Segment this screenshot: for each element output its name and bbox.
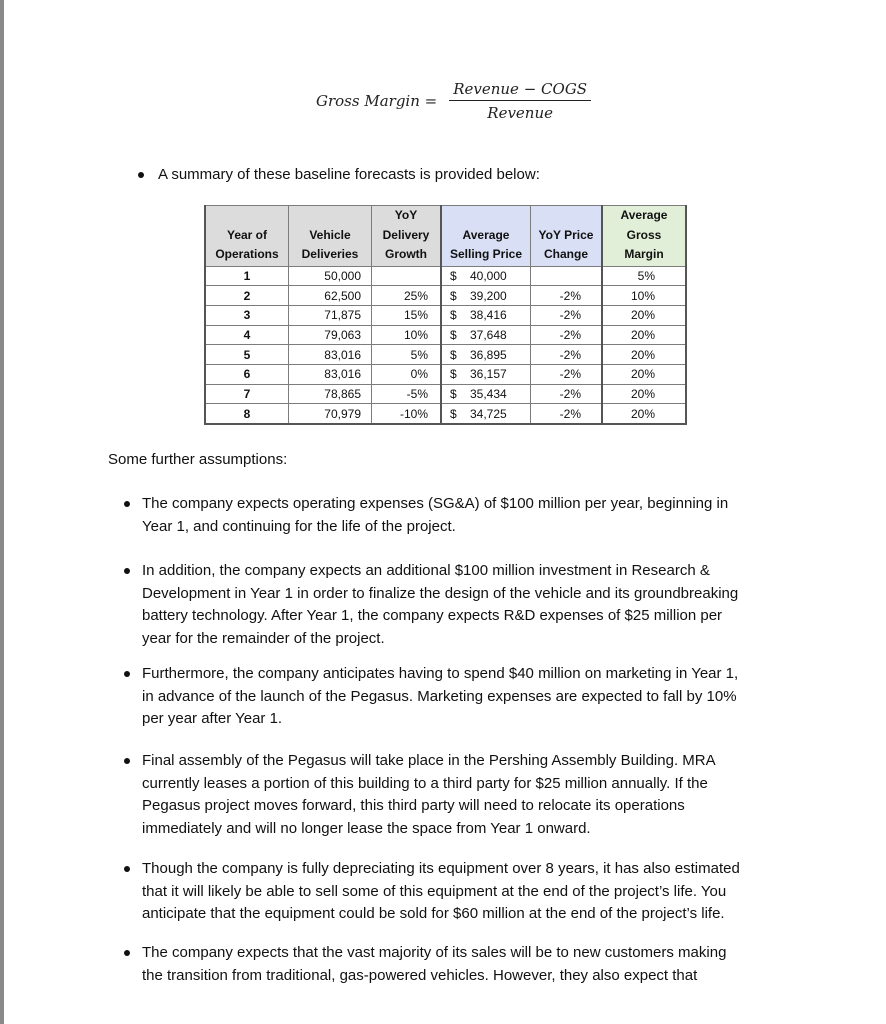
header-yoy-delivery-growth: YoY Delivery Growth <box>372 206 442 267</box>
cell-gross-margin: 20% <box>602 325 686 345</box>
assumption-equipment-salvage: Though the company is fully depreciating its equipment over 8 years, it has also estimated that it will likely be able to sell some of this equipment at the end of the project’s life. You anticipate that the equipment could be sold for $60 million at the end of the project’s life. <box>120 858 800 926</box>
cell-deliveries: 71,875 <box>289 305 372 325</box>
cell-deliveries: 62,500 <box>289 286 372 306</box>
further-assumptions-heading: Some further assumptions: <box>108 451 288 468</box>
bullet-dot <box>124 866 130 872</box>
cell-average-selling-price <box>441 345 531 365</box>
cell-delivery-growth: -10% <box>372 404 442 424</box>
bullet-dot <box>124 568 130 574</box>
intro-bullet-text: A summary of these baseline forecasts is provided below: <box>158 166 540 183</box>
header-average-gross-margin: Average Gross Margin <box>602 206 686 267</box>
formula-denominator: Revenue <box>487 104 554 122</box>
table-row <box>205 325 686 345</box>
assumption-rnd: In addition, the company expects an additional $100 million investment in Research & Development in Year 1 in order to finalize the design of the vehicle and its groundbreaking battery technology. After Year 1, the company expects R&D expenses of $25 million per year for the remainder of the project. <box>120 560 800 650</box>
cell-delivery-growth: 0% <box>372 364 442 384</box>
cell-price-change: -2% <box>531 345 603 365</box>
cell-deliveries: 50,000 <box>289 266 372 286</box>
header-yoy-price-change: YoY Price Change <box>531 206 603 267</box>
cell-year: 6 <box>205 364 289 384</box>
assumption-assembly-lease: Final assembly of the Pegasus will take place in the Pershing Assembly Building. MRA currently leases a portion of this building to a third party for $25 million annually. If the Pegasus project moves forward, this third party will need to relocate its operations immediately and will no longer lease the space from Year 1 onward. <box>120 750 800 840</box>
cell-average-selling-price <box>441 384 531 404</box>
currency-symbol: $ <box>450 386 457 401</box>
table-row <box>205 305 686 325</box>
cell-year: 3 <box>205 305 289 325</box>
cell-gross-margin: 20% <box>602 384 686 404</box>
assumption-new-customers: The company expects that the vast majority of its sales will be to new customers making the transition from traditional, gas-powered vehicles. However, they also expect that <box>120 942 800 987</box>
cell-delivery-growth: -5% <box>372 384 442 404</box>
bullet-dot <box>124 671 130 677</box>
header-vehicle-deliveries: Vehicle Deliveries <box>289 206 372 267</box>
bullet-dot <box>138 172 144 178</box>
currency-symbol: $ <box>450 268 457 283</box>
table-row <box>205 286 686 306</box>
cell-gross-margin: 5% <box>602 266 686 286</box>
asp-value: 37,648 <box>470 327 507 342</box>
cell-year: 4 <box>205 325 289 345</box>
asp-value: 35,434 <box>470 386 507 401</box>
cell-price-change: -2% <box>531 384 603 404</box>
cell-year: 7 <box>205 384 289 404</box>
bullet-dot <box>124 758 130 764</box>
cell-price-change <box>531 266 603 286</box>
cell-deliveries: 70,979 <box>289 404 372 424</box>
asp-value: 40,000 <box>470 268 507 283</box>
currency-symbol: $ <box>450 406 457 421</box>
cell-deliveries: 78,865 <box>289 384 372 404</box>
cell-price-change: -2% <box>531 305 603 325</box>
header-average-selling-price: Average Selling Price <box>441 206 531 267</box>
cell-delivery-growth <box>372 266 442 286</box>
cell-price-change: -2% <box>531 325 603 345</box>
currency-symbol: $ <box>450 288 457 303</box>
cell-delivery-growth: 5% <box>372 345 442 365</box>
cell-price-change: -2% <box>531 364 603 384</box>
table-row <box>205 364 686 384</box>
cell-average-selling-price <box>441 364 531 384</box>
currency-symbol: $ <box>450 308 457 323</box>
bullet-dot <box>124 950 130 956</box>
table-header-row <box>205 206 686 267</box>
currency-symbol: $ <box>450 347 457 362</box>
cell-gross-margin: 20% <box>602 305 686 325</box>
cell-year: 5 <box>205 345 289 365</box>
cell-deliveries: 83,016 <box>289 364 372 384</box>
formula-numerator: Revenue − COGS <box>449 80 591 101</box>
asp-value: 36,157 <box>470 367 507 382</box>
cell-average-selling-price <box>441 266 531 286</box>
cell-average-selling-price <box>441 404 531 424</box>
cell-year: 8 <box>205 404 289 424</box>
header-year-of-operations: Year of Operations <box>205 206 289 267</box>
cell-deliveries: 79,063 <box>289 325 372 345</box>
asp-value: 34,725 <box>470 406 507 421</box>
currency-symbol: $ <box>450 327 457 342</box>
cell-delivery-growth: 25% <box>372 286 442 306</box>
assumption-sga: The company expects operating expenses (SG&A) of $100 million per year, beginning in Year 1, and continuing for the life of the project. <box>120 493 800 538</box>
cell-gross-margin: 20% <box>602 345 686 365</box>
cell-average-selling-price <box>441 305 531 325</box>
gross-margin-formula <box>316 80 591 122</box>
formula-lhs: Gross Margin = <box>316 92 438 110</box>
currency-symbol: $ <box>450 367 457 382</box>
assumption-marketing: Furthermore, the company anticipates having to spend $40 million on marketing in Year 1, in advance of the launch of the Pegasus. Marketing expenses are expected to fall by 10% per year after Year 1. <box>120 663 800 731</box>
asp-value: 39,200 <box>470 288 507 303</box>
table-row <box>205 266 686 286</box>
cell-deliveries: 83,016 <box>289 345 372 365</box>
table-row <box>205 345 686 365</box>
baseline-forecast-table <box>204 205 687 425</box>
cell-price-change: -2% <box>531 286 603 306</box>
cell-price-change: -2% <box>531 404 603 424</box>
cell-gross-margin: 20% <box>602 364 686 384</box>
cell-gross-margin: 20% <box>602 404 686 424</box>
cell-delivery-growth: 10% <box>372 325 442 345</box>
asp-value: 36,895 <box>470 347 507 362</box>
cell-average-selling-price <box>441 325 531 345</box>
cell-year: 2 <box>205 286 289 306</box>
cell-gross-margin: 10% <box>602 286 686 306</box>
bullet-dot <box>124 501 130 507</box>
table-row <box>205 384 686 404</box>
table-row <box>205 404 686 424</box>
cell-year: 1 <box>205 266 289 286</box>
formula-fraction <box>449 80 591 122</box>
cell-average-selling-price <box>441 286 531 306</box>
cell-delivery-growth: 15% <box>372 305 442 325</box>
viewer-left-edge <box>0 0 4 1024</box>
asp-value: 38,416 <box>470 308 507 323</box>
